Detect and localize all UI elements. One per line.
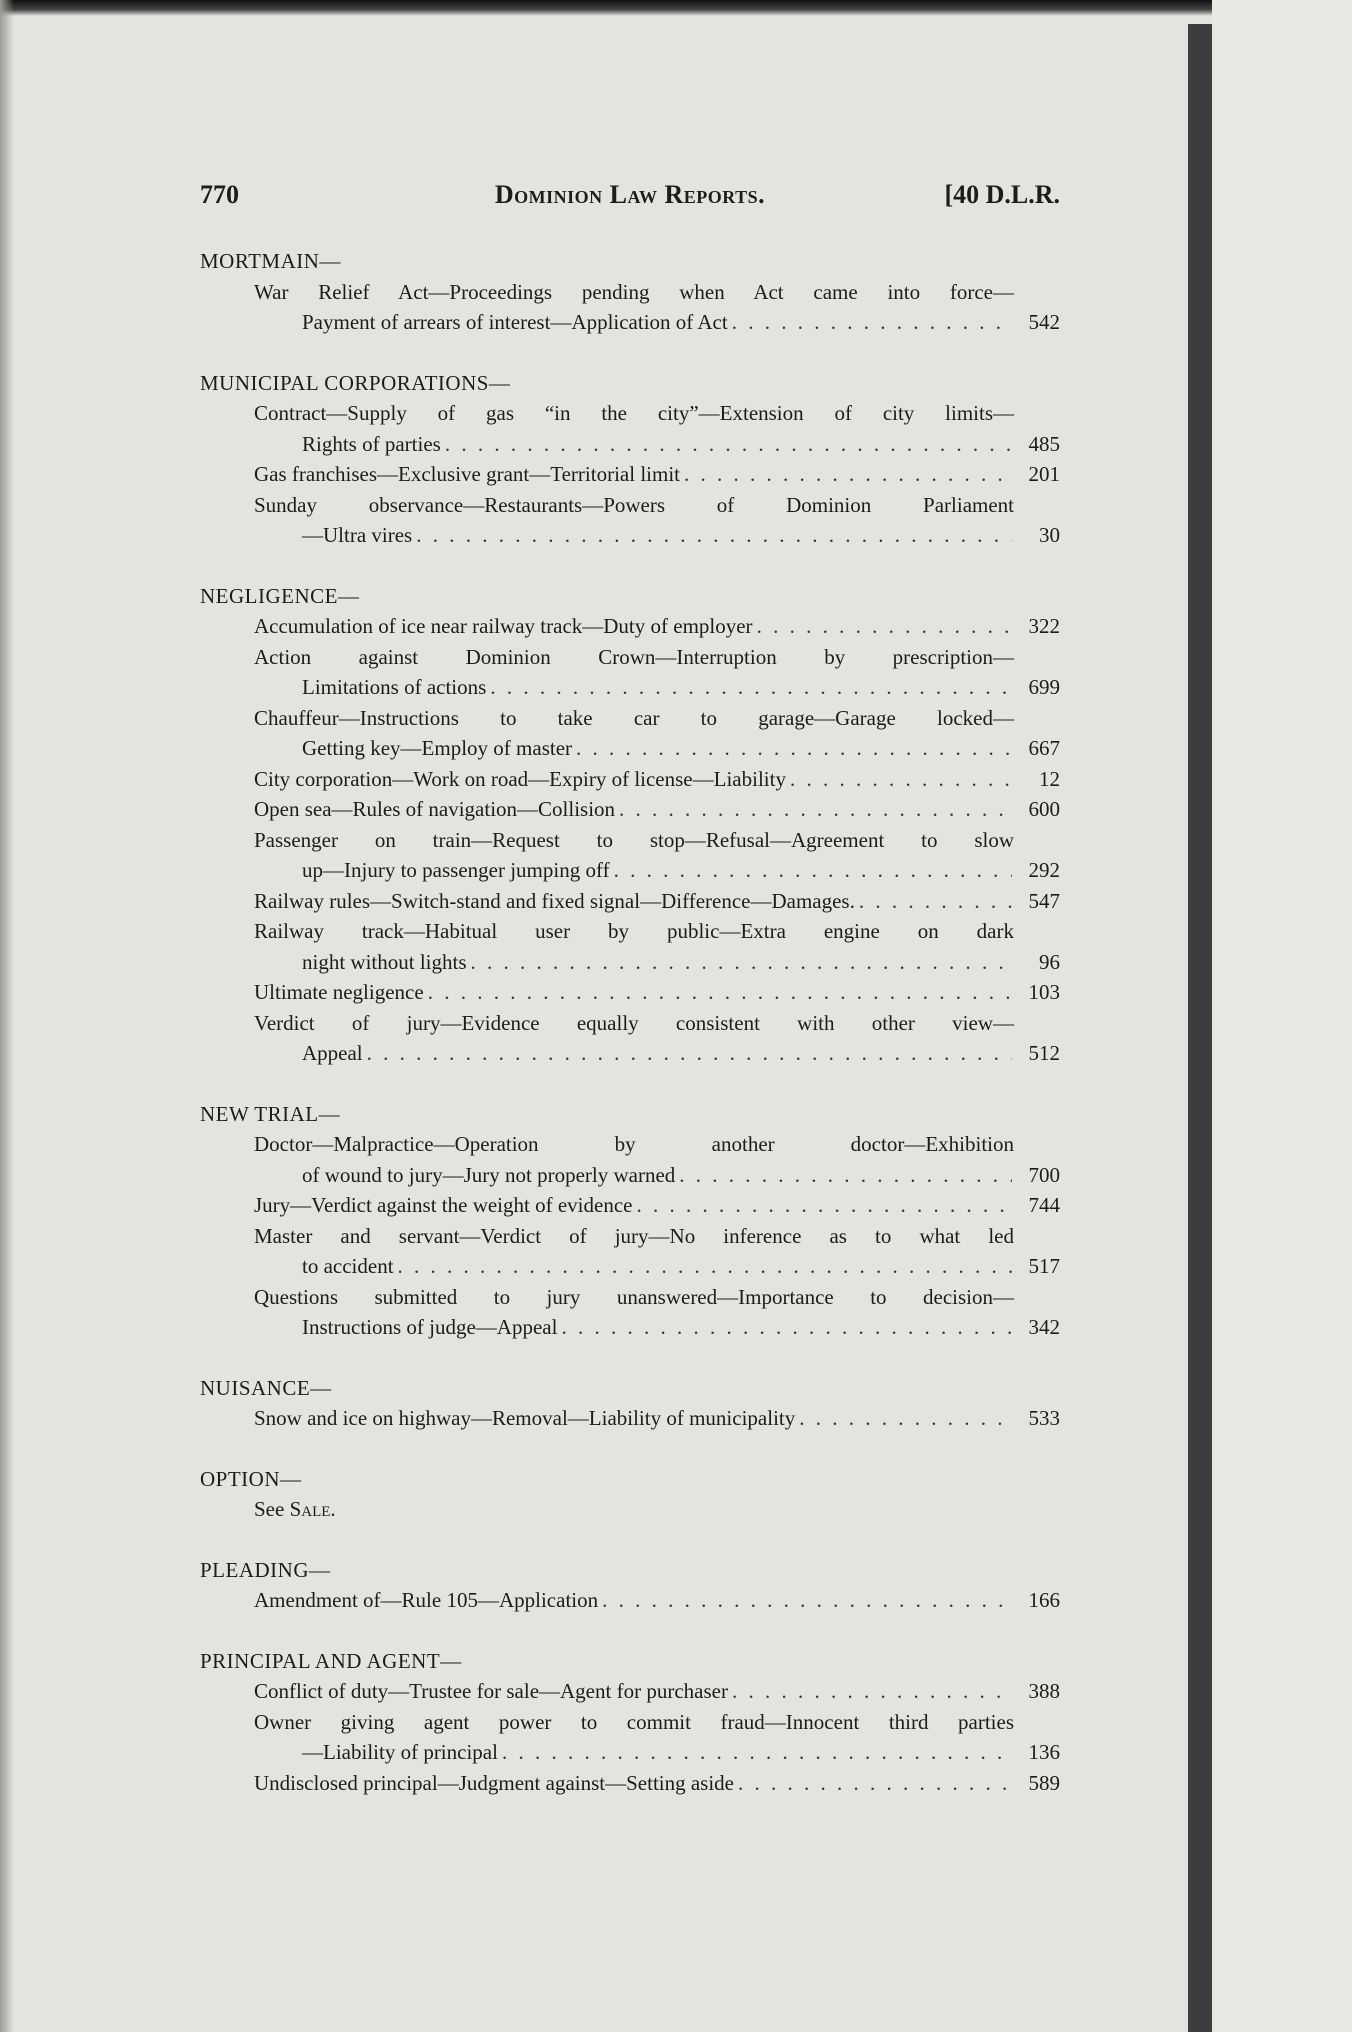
dot-leader	[561, 1312, 1012, 1343]
dot-leader	[738, 1768, 1012, 1799]
page-reference: 744	[1028, 1193, 1060, 1217]
index-entry	[254, 1190, 1060, 1221]
index-entry	[254, 825, 1060, 886]
index-section	[200, 1464, 1060, 1525]
page-reference: 485	[1028, 431, 1060, 456]
entry-text: Payment of arrears of interest—Application of Act	[302, 310, 728, 334]
dot-leader	[732, 307, 1012, 338]
page-reference: 600	[1028, 797, 1060, 821]
scan-left-shadow	[0, 0, 14, 2032]
index-entry	[254, 1585, 1060, 1616]
entry-text: night without lights	[302, 949, 467, 974]
entry-text: —Liability of principal	[302, 1740, 498, 1764]
entry-text-line: Master and servant—Verdict of jury—No inference as to what led	[254, 1223, 1014, 1248]
entry-text: Gas franchises—Exclusive grant—Territorial limit	[254, 462, 680, 486]
index-entry	[254, 916, 1060, 977]
page-reference: 103	[1028, 980, 1060, 1004]
see-target: Sale.	[289, 1497, 336, 1521]
entry-text: Railway rules—Switch-stand and fixed signal—Difference—Damages.	[254, 888, 855, 913]
page-reference: 136	[1028, 1740, 1060, 1764]
page-reference: 12	[1039, 766, 1060, 791]
index-section	[200, 1099, 1060, 1343]
entry-text-line: Railway track—Habitual user by public—Extra engine on dark	[254, 919, 1014, 943]
index-entry	[254, 794, 1060, 825]
page-reference: 166	[1028, 1588, 1060, 1612]
dot-leader	[471, 947, 1012, 978]
entry-last-line	[254, 1676, 1060, 1707]
entry-last-line	[254, 611, 1060, 642]
dot-leader	[502, 1737, 1012, 1768]
dot-leader	[602, 1585, 1012, 1616]
entry-text: Getting key—Employ of master	[302, 736, 573, 760]
page-reference: 699	[1028, 675, 1060, 699]
entry-text-line: Owner giving agent power to commit fraud—Innocent third parties	[254, 1709, 1014, 1734]
entry-last-line	[254, 459, 1060, 490]
entry-last-line	[254, 886, 1060, 917]
dot-leader	[636, 1190, 1012, 1221]
page-reference: 589	[1028, 1770, 1060, 1795]
dot-leader	[614, 855, 1012, 886]
index-section	[200, 246, 1060, 338]
entry-text: Amendment of—Rule 105—Application	[254, 1588, 599, 1612]
dot-leader	[790, 764, 1012, 795]
volume-label: [40 D.L.R.	[944, 180, 1060, 209]
entry-last-line	[254, 1160, 1060, 1191]
page-reference: 201	[1028, 462, 1060, 486]
section-heading: MORTMAIN—	[200, 249, 341, 273]
dot-leader	[416, 520, 1012, 551]
entry-last-line	[254, 1038, 1060, 1069]
dot-leader	[398, 1251, 1012, 1282]
entry-text-line: Action against Dominion Crown—Interruption by prescription—	[254, 644, 1014, 669]
page-reference: 700	[1028, 1162, 1060, 1187]
entry-text-line: Verdict of jury—Evidence equally consistent with other view—	[254, 1010, 1014, 1035]
page-reference: 342	[1028, 1315, 1060, 1339]
entry-last-line	[254, 855, 1060, 886]
entry-text: Rights of parties	[302, 431, 441, 456]
book-spine-edge	[1188, 24, 1212, 2032]
index-section	[200, 1646, 1060, 1799]
section-heading: NEGLIGENCE—	[200, 583, 360, 608]
entry-text-line: Contract—Supply of gas “in the city”—Extension of city limits—	[254, 401, 1014, 425]
entry-text: Conflict of duty—Trustee for sale—Agent for purchaser	[254, 1679, 728, 1703]
see-prefix: See	[254, 1497, 285, 1521]
index-entry	[254, 764, 1060, 795]
dot-leader	[490, 672, 1012, 703]
dot-leader	[428, 977, 1012, 1008]
page-reference: 517	[1028, 1254, 1060, 1278]
index-entry	[254, 1707, 1060, 1768]
index-section	[200, 1555, 1060, 1616]
index-entry	[254, 277, 1060, 338]
section-heading: NEW TRIAL—	[200, 1101, 341, 1126]
index-entry	[254, 886, 1060, 917]
dot-leader	[679, 1160, 1012, 1191]
index-entry	[254, 398, 1060, 459]
page-reference: 388	[1028, 1679, 1060, 1703]
page-reference: 547	[1028, 888, 1060, 913]
entry-last-line	[254, 1312, 1060, 1343]
index-entry	[254, 1403, 1060, 1434]
entry-last-line	[254, 1190, 1060, 1221]
entry-text-line: Questions submitted to jury unanswered—Importance to decision—	[254, 1284, 1014, 1309]
section-heading: NUISANCE—	[200, 1375, 332, 1400]
entry-last-line	[254, 307, 1060, 338]
entry-text: Instructions of judge—Appeal	[302, 1315, 558, 1339]
index-entry	[254, 1129, 1060, 1190]
dot-leader	[732, 1676, 1012, 1707]
index-entry	[254, 490, 1060, 551]
entry-text: Open sea—Rules of navigation—Collision	[254, 797, 616, 821]
index-section	[200, 581, 1060, 1069]
index-section	[200, 368, 1060, 551]
entry-text: of wound to jury—Jury not properly warned	[302, 1162, 676, 1187]
facing-page-margin	[1212, 0, 1352, 2032]
entry-text-line: Passenger on train—Request to stop—Refusal—Agreement to slow	[254, 827, 1014, 852]
entry-last-line	[254, 1251, 1060, 1282]
entry-last-line	[254, 733, 1060, 764]
dot-leader	[799, 1403, 1012, 1434]
entry-text: —Ultra vires	[302, 523, 413, 547]
entry-text: Accumulation of ice near railway track—Duty of employer	[254, 614, 753, 638]
index-entry	[254, 1008, 1060, 1069]
scan-top-shadow	[0, 0, 1352, 16]
entry-last-line	[254, 1737, 1060, 1768]
see-also-reference	[254, 1494, 1060, 1525]
section-heading: MUNICIPAL CORPORATIONS—	[200, 370, 511, 395]
page-reference: 667	[1028, 736, 1060, 760]
index-section	[200, 1373, 1060, 1434]
entry-text: Snow and ice on highway—Removal—Liability of municipality	[254, 1406, 796, 1430]
page-reference: 512	[1028, 1041, 1060, 1065]
dot-leader	[684, 459, 1012, 490]
entry-last-line	[254, 520, 1060, 551]
index-entry	[254, 1282, 1060, 1343]
entry-text: Appeal	[302, 1041, 363, 1065]
entry-last-line	[254, 1403, 1060, 1434]
dot-leader	[859, 886, 1012, 917]
entry-text: up—Injury to passenger jumping off	[302, 858, 610, 882]
dot-leader	[576, 733, 1012, 764]
entry-last-line	[254, 977, 1060, 1008]
entry-text: to accident	[302, 1254, 394, 1278]
section-heading: PLEADING—	[200, 1557, 331, 1582]
page-header	[200, 180, 1060, 220]
entry-last-line	[254, 429, 1060, 460]
index-entry	[254, 1676, 1060, 1707]
index-entry	[254, 642, 1060, 703]
page-reference: 30	[1039, 523, 1060, 547]
dot-leader	[619, 794, 1012, 825]
entry-text-line: Chauffeur—Instructions to take car to garage—Garage locked—	[254, 705, 1014, 730]
entry-text-line: Doctor—Malpractice—Operation by another doctor—Exhibition	[254, 1132, 1014, 1156]
index-entry	[254, 977, 1060, 1008]
index-entry	[254, 1768, 1060, 1799]
page-reference: 96	[1039, 949, 1060, 974]
page-number: 770	[200, 180, 239, 209]
index-entry	[254, 703, 1060, 764]
page-reference: 292	[1028, 858, 1060, 882]
section-heading: OPTION—	[200, 1466, 302, 1491]
dot-leader	[367, 1038, 1012, 1069]
entry-last-line	[254, 947, 1060, 978]
index-entry	[254, 459, 1060, 490]
entry-last-line	[254, 672, 1060, 703]
index-entry	[254, 611, 1060, 642]
page-reference: 533	[1028, 1406, 1060, 1430]
entry-text: City corporation—Work on road—Expiry of license—Liability	[254, 766, 786, 791]
entry-text: Ultimate negligence	[254, 980, 424, 1004]
index-content	[200, 246, 1060, 1828]
journal-title: Dominion Law Reports.	[494, 180, 766, 209]
dot-leader	[757, 611, 1012, 642]
entry-text: Limitations of actions	[302, 675, 487, 699]
entry-text: Undisclosed principal—Judgment against—Setting aside	[254, 1770, 735, 1795]
entry-last-line	[254, 764, 1060, 795]
entry-text-line: War Relief Act—Proceedings pending when Act came into force—	[254, 279, 1014, 304]
entry-last-line	[254, 1585, 1060, 1616]
entry-text-line: Sunday observance—Restaurants—Powers of Dominion Parliament	[254, 492, 1014, 517]
page-reference: 542	[1028, 310, 1060, 334]
index-entry	[254, 1221, 1060, 1282]
entry-last-line	[254, 794, 1060, 825]
section-heading: PRINCIPAL AND AGENT—	[200, 1648, 462, 1673]
entry-text: Jury—Verdict against the weight of evidence	[254, 1193, 633, 1217]
dot-leader	[445, 429, 1012, 460]
entry-last-line	[254, 1768, 1060, 1799]
page-reference: 322	[1028, 614, 1060, 638]
